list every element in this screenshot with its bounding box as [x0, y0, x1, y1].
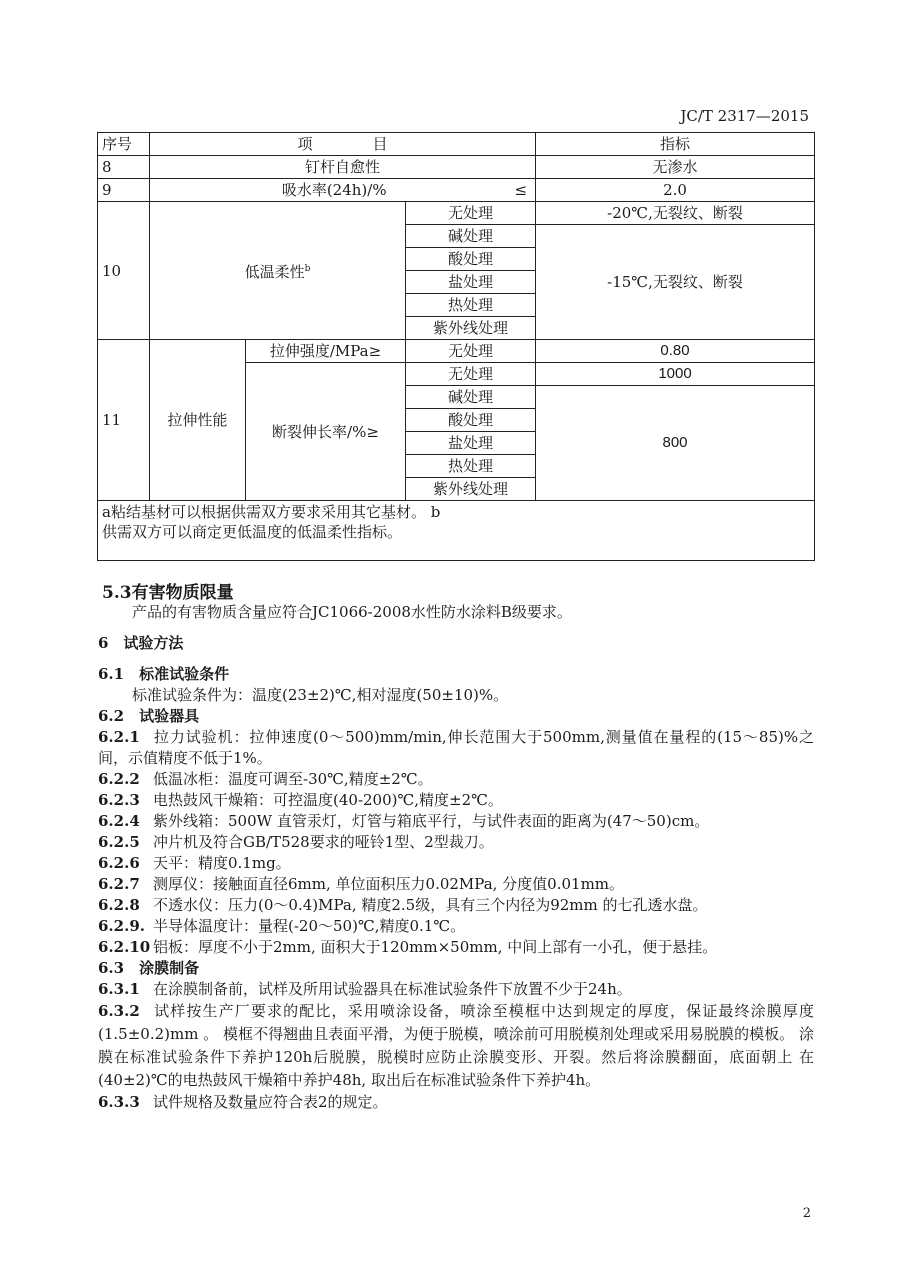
page-number: 2 — [802, 1206, 811, 1221]
section-6-1-title: 6.1 标准试验条件 — [98, 665, 230, 683]
row-value: 2.0 — [536, 179, 815, 202]
clause — [98, 811, 814, 832]
clause — [98, 1092, 814, 1113]
clause-number: 6.3.2 — [98, 1002, 140, 1020]
section-6-title: 6 试验方法 — [98, 634, 184, 652]
treatment-cell: 酸处理 — [406, 409, 536, 432]
col-header-index: 指标 — [536, 133, 815, 156]
treatment-cell: 酸处理 — [406, 248, 536, 271]
table-row — [98, 340, 815, 363]
clause-number: 6.2.3 — [98, 791, 140, 809]
elongation-label: 断裂伸长率/%≥ — [246, 363, 406, 501]
table-row — [98, 179, 815, 202]
clause — [98, 832, 814, 853]
row-value: 1000 — [536, 363, 815, 386]
row-value: 800 — [536, 386, 815, 501]
document-body — [98, 602, 814, 1113]
section-6-2-title: 6.2 试验器具 — [98, 707, 200, 725]
clause-text: 电热鼓风干燥箱：可控温度(40-200)℃,精度±2℃。 — [153, 791, 503, 809]
section-6-3-title: 6.3 涂膜制备 — [98, 959, 200, 977]
section-5-3-title: 5.3有害物质限量 — [102, 583, 234, 603]
clause-number: 6.2.4 — [98, 812, 140, 830]
comparison-sign: ≤ — [514, 181, 528, 199]
row-no: 9 — [98, 179, 150, 202]
col-header-item: 项 目 — [150, 133, 536, 156]
treatment-cell: 无处理 — [406, 202, 536, 225]
clause — [98, 853, 814, 874]
row-item — [150, 179, 536, 202]
treatment-cell: 热处理 — [406, 455, 536, 478]
clause — [98, 790, 814, 811]
row-item: 钉杆自愈性 — [150, 156, 536, 179]
clause — [98, 916, 814, 937]
treatment-cell: 碱处理 — [406, 386, 536, 409]
clause-number: 6.2.9. — [98, 917, 145, 935]
row-value: 无渗水 — [536, 156, 815, 179]
row-item-label: 低温柔性 — [244, 263, 305, 281]
clause-text: 半导体温度计：量程(-20～50)℃,精度0.1℃。 — [153, 917, 466, 935]
row-value: -15℃,无裂纹、断裂 — [536, 225, 815, 340]
table-row — [98, 202, 815, 225]
treatment-cell: 盐处理 — [406, 271, 536, 294]
clause-text: 紫外线箱：500W 直管汞灯，灯管与箱底平行，与试件表面的距离为(47～50)cm。 — [153, 812, 710, 830]
clause — [98, 727, 814, 769]
section-6-1-text: 标准试验条件为：温度(23±2)℃,相对湿度(50±10)%。 — [132, 686, 509, 704]
row-no: 10 — [98, 202, 150, 340]
clause-text: 试件规格及数量应符合表2的规定。 — [153, 1093, 388, 1111]
treatment-cell: 紫外线处理 — [406, 317, 536, 340]
clause-text: 试样按生产厂要求的配比，采用喷涂设备，喷涂至模框中达到规定的厚度，保证最终涂膜厚度(1.5±0.2)mm 。 模框不得翘曲且表面平滑，为便于脱模，喷涂前可用脱模剂处理或采用易脱膜的模板。 涂膜在标准试验条件下养护120h后脱膜，脱模时应防止涂膜变形、开裂。然后将涂膜翻面，底面朝上 在(40±2)℃的电热鼓风干燥箱中养护48h, 取出后在标准试验条件下养护4h。 — [98, 1002, 814, 1089]
treatment-cell: 热处理 — [406, 294, 536, 317]
standard-code: JC/T 2317—2015 — [680, 107, 809, 125]
clause-number: 6.2.2 — [98, 770, 140, 788]
row-no: 8 — [98, 156, 150, 179]
treatment-cell: 紫外线处理 — [406, 478, 536, 501]
row-value: 0.80 — [536, 340, 815, 363]
treatment-cell: 盐处理 — [406, 432, 536, 455]
clause — [98, 895, 814, 916]
clause-number: 6.2.1 — [98, 728, 140, 746]
clause-number: 6.2.5 — [98, 833, 140, 851]
clause-number: 6.3.1 — [98, 980, 140, 998]
clause-number: 6.2.10 — [98, 938, 151, 956]
treatment-cell: 无处理 — [406, 363, 536, 386]
clause — [98, 937, 814, 958]
clause — [98, 874, 814, 895]
clause-text: 测厚仪：接触面直径6mm, 单位面积压力0.02MPa, 分度值0.01mm。 — [153, 875, 625, 893]
table-row — [98, 156, 815, 179]
tensile-strength-label: 拉伸强度/MPa≥ — [246, 340, 406, 363]
row-item-label: 吸水率(24h)/% — [281, 181, 387, 199]
row-no: 11 — [98, 340, 150, 501]
clause-number: 6.2.8 — [98, 896, 140, 914]
col-header-no: 序号 — [98, 133, 150, 156]
section-5-3-text: 产品的有害物质含量应符合JC1066-2008水性防水涂料B级要求。 — [132, 603, 572, 621]
table-header-row — [98, 133, 815, 156]
clause-text: 冲片机及符合GB/T528要求的哑铃1型、2型裁刀。 — [153, 833, 494, 851]
table-note-text: a粘结基材可以根据供需双方要求采用其它基材。 b供需双方可以商定更低温度的低温柔性指标。 — [102, 503, 441, 541]
treatment-cell: 碱处理 — [406, 225, 536, 248]
table-note — [98, 501, 815, 561]
clause-number: 6.2.6 — [98, 854, 140, 872]
clause — [98, 769, 814, 790]
clause-text: 低温冰柜：温度可调至-30℃,精度±2℃。 — [153, 770, 433, 788]
clause-text: 在涂膜制备前，试样及所用试验器具在标准试验条件下放置不少于24h。 — [153, 980, 632, 998]
clause-number: 6.2.7 — [98, 875, 140, 893]
clause-text: 拉力试验机：拉伸速度(0～500)mm/min,伸长范围大于500mm,测量值在量程的(15～85)%之间，示值精度不低于1%。 — [98, 728, 814, 767]
row-item: 拉伸性能 — [150, 340, 246, 501]
clause — [98, 979, 814, 1000]
clause — [98, 1000, 814, 1092]
clause-text: 天平：精度0.1mg。 — [153, 854, 291, 872]
row-value: -20℃,无裂纹、断裂 — [536, 202, 815, 225]
row-item — [150, 202, 406, 340]
clause-text: 不透水仪：压力(0～0.4)MPa, 精度2.5级，具有三个内径为92mm 的七孔透水盘。 — [153, 896, 708, 914]
treatment-cell: 无处理 — [406, 340, 536, 363]
clause-number: 6.3.3 — [98, 1093, 140, 1111]
table-note-row — [98, 501, 815, 561]
clause-text: 铝板：厚度不小于2mm, 面积大于120mm×50mm, 中间上部有一小孔，便于悬挂。 — [153, 938, 718, 956]
footnote-mark: b — [304, 264, 311, 274]
spec-table — [97, 132, 815, 561]
